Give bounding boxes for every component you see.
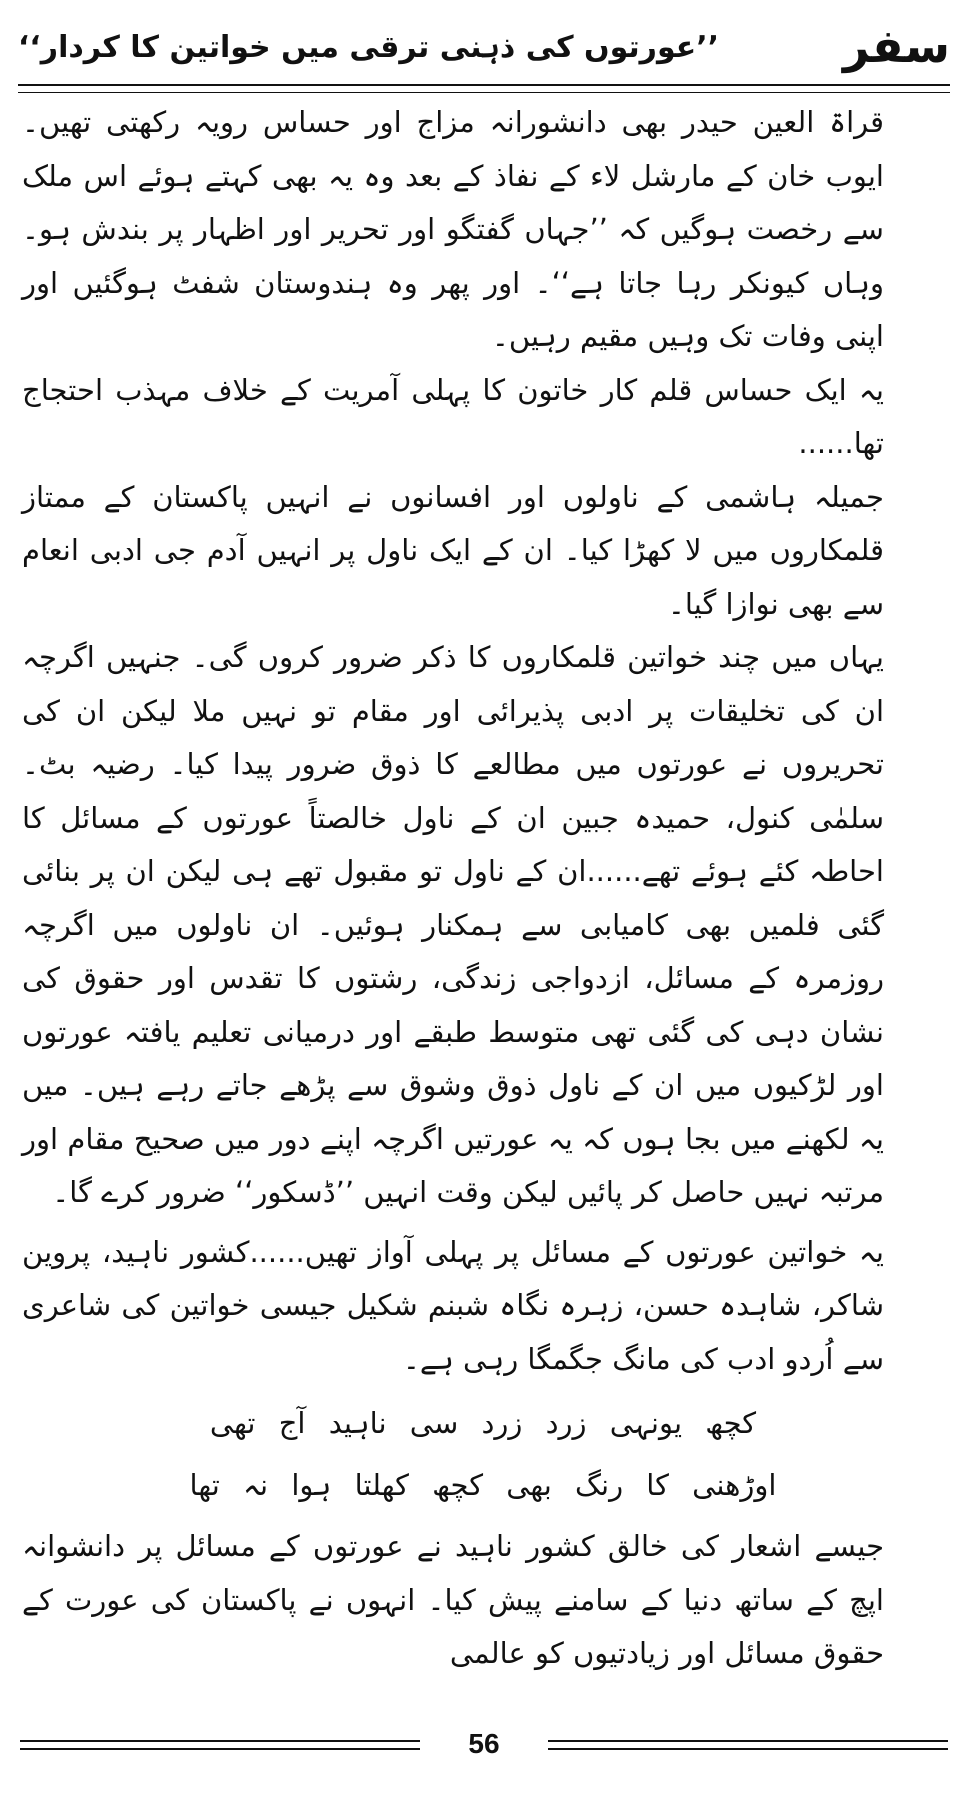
footer-divider-right: [548, 1740, 948, 1750]
article-title: ’’عورتوں کی ذہنی ترقی میں خواتین کا کردار‘‘: [18, 30, 720, 65]
paragraph-kishwar-naheed: جیسے اشعار کی خالق کشور ناہید نے عورتوں کے مسائل پر دانشوانہ اپچ کے ساتھ دنیا کے سامنے پیش کیا۔ انہوں نے پاکستان کی عورت کے حقوق مسائل اور زیادتیوں کو عالمی: [22, 1529, 884, 1670]
paragraph-women-writers: یہاں میں چند خواتین قلمکاروں کا ذکر ضرور کروں گی۔ جنہیں اگرچہ ان کی تخلیقات پر ادبی پذیرائی اور مقام تو نہیں ملا لیکن ان کی تحریروں نے عورتوں میں مطالعے کا ذوق ضرور پیدا کیا۔ رضیہ بٹ۔ سلمٰی کنول، حمیدہ جبین ان کے ناول خالصتاً عورتوں کے مسائل کا احاطہ کئے ہوئے تھے......ان کے ناول تو مقبول تھے ہی لیکن ان پر بنائی گئی فلمیں بھی کامیابی سے ہمکنار ہوئیں۔ ان ناولوں میں اگرچہ روزمرہ کے مسائل، ازدواجی زندگی، رشتوں کا تقدس اور حقوق کی نشان دہی کی گئی تھی متوسط طبقے اور درمیانی تعلیم یافتہ عورتوں اور لڑکیوں میں ان کے ناول ذوق وشوق سے پڑھے جاتے رہے ہیں۔ میں یہ لکھنے میں بجا ہوں کہ یہ عورتیں اگرچہ اپنے دور میں صحیح مقام اور مرتبہ نہیں حاصل کر پائیں لیکن وقت انہیں ’’ڈسکور‘‘ ضرور کرے گا۔: [22, 640, 884, 1209]
poem-line: کچھ یونہی زرد زرد سی ناہید آج تھی: [209, 1406, 757, 1440]
page-header: [18, 19, 950, 80]
paragraph-protest: یہ ایک حساس قلم کار خاتون کا پہلی آمریت کے خلاف مہذب احتجاج تھا......: [22, 372, 884, 460]
poem-verse: [22, 1392, 944, 1516]
paragraph-qurratulain: قراۃ العین حیدر بھی دانشورانہ مزاج اور حساس رویہ رکھتی تھیں۔ ایوب خان کے مارشل لاء کے نفاذ کے بعد وہ یہ بھی کہتے ہوئے اس ملک سے رخصت ہوگیں کہ ’’جہاں گفتگو اور تحریر اور اظہار پر بندش ہو۔ وہاں کیونکر رہا جاتا ہے‘‘۔ اور پھر وہ ہندوستان شفٹ ہوگئیں اور اپنی وفات تک وہیں مقیم رہیں۔: [22, 105, 884, 353]
magazine-name: سفر: [843, 19, 950, 73]
poem-line: اوڑھنی کا رنگ بھی کچھ کھلتا ہوا نہ تھا: [189, 1468, 777, 1502]
article-body: [22, 96, 944, 1681]
footer-divider-left: [20, 1740, 420, 1750]
paragraph-jamila-hashmi: جمیلہ ہاشمی کے ناولوں اور افسانوں نے انہیں پاکستان کے ممتاز قلمکاروں میں لا کھڑا کیا۔ ان کے ایک ناول پر انہیں آدم جی ادبی انعام سے بھی نوازا گیا۔: [22, 479, 884, 621]
paragraph-poets: یہ خواتین عورتوں کے مسائل پر پہلی آواز تھیں......کشور ناہید، پروین شاکر، شاہدہ حسن، زہرہ نگاہ شبنم شکیل جیسی خواتین کی شاعری سے اُردو ادب کی مانگ جگمگا رہی ہے۔: [22, 1234, 884, 1376]
page-footer: [20, 1726, 948, 1766]
header-divider: [18, 84, 950, 93]
page-number: 56: [468, 1728, 500, 1759]
